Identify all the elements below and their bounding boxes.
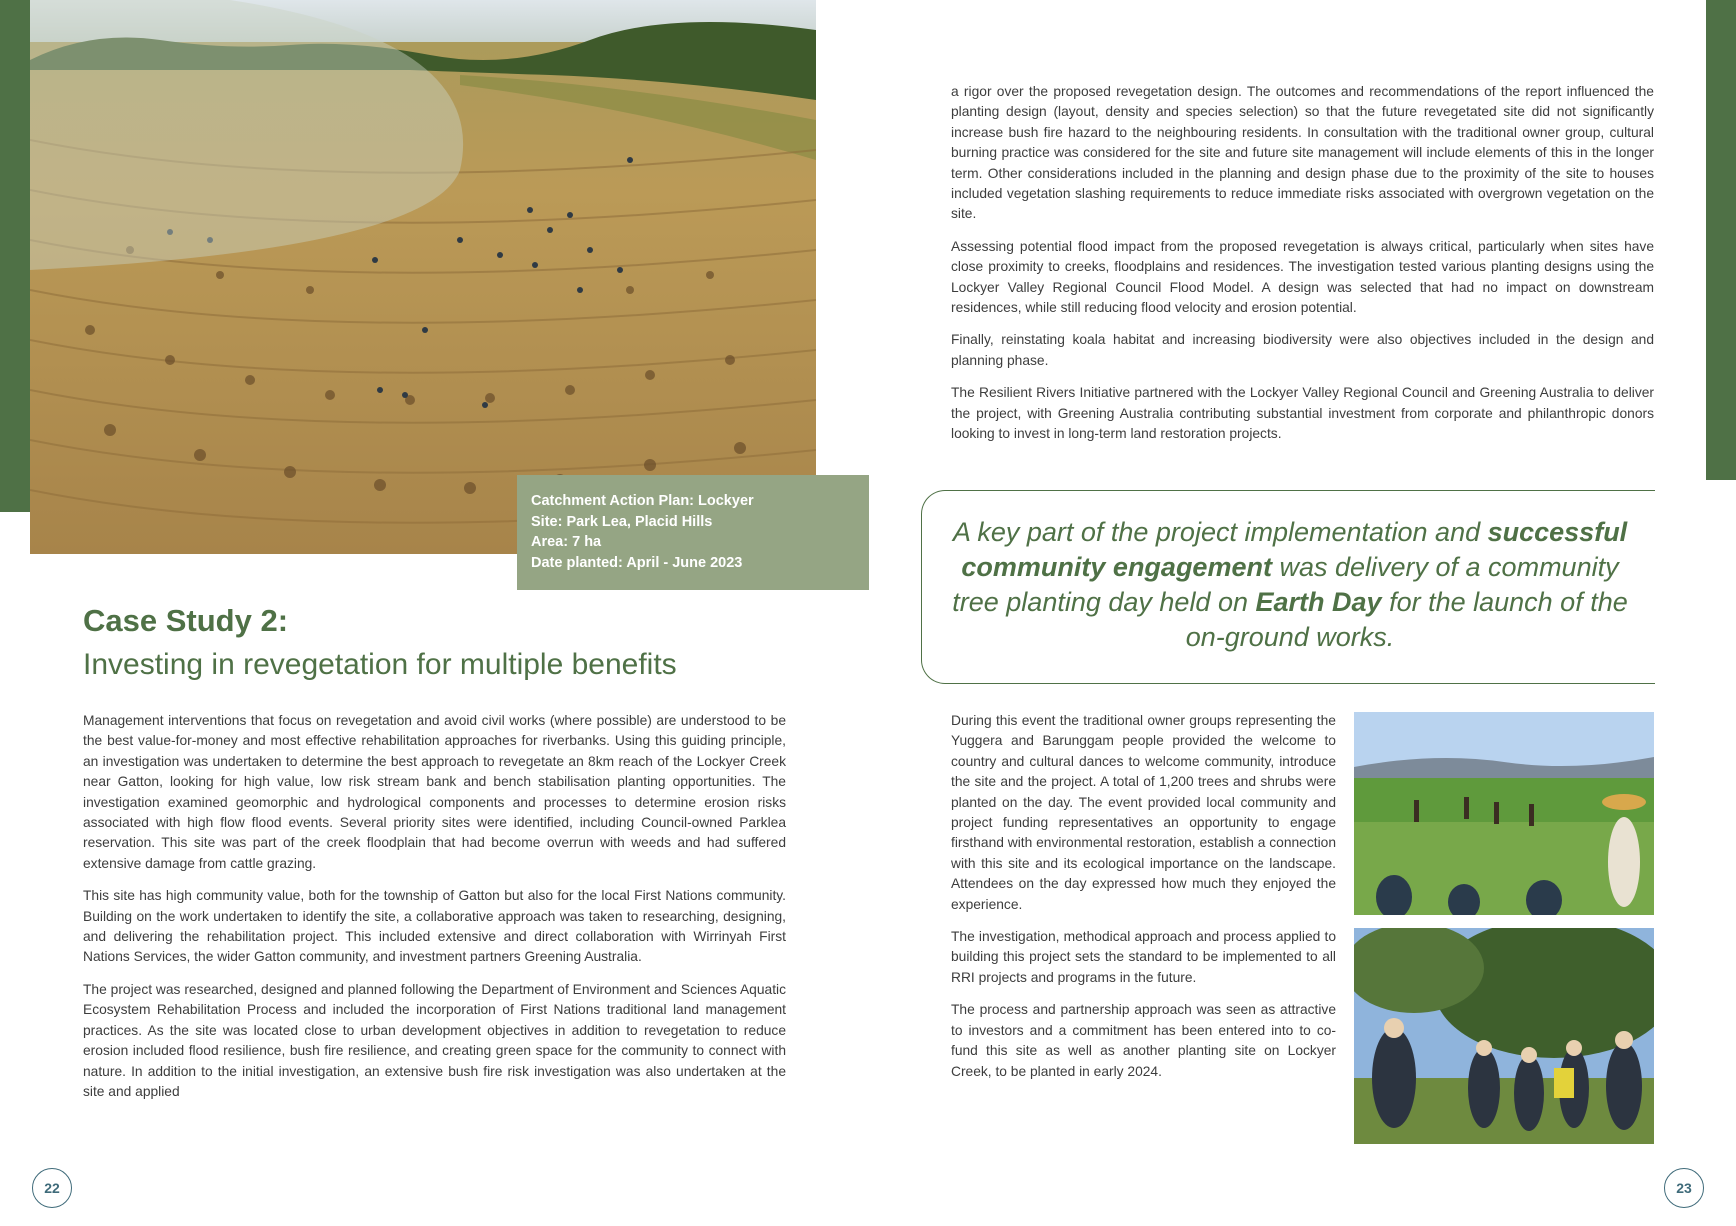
page-number-left: 22 — [32, 1168, 72, 1208]
event-paragraph-2: The investigation, methodical approach and process applied to building this project sets the standard to be implemented to all RRI projects and programs in the future. — [951, 929, 1336, 985]
right-body-column — [951, 82, 1654, 457]
page-number-right: 23 — [1664, 1168, 1704, 1208]
aerial-planting-photo — [30, 0, 816, 554]
quote-part-3: for the launch of the on-ground works. — [1185, 587, 1628, 652]
event-body-column — [951, 711, 1336, 1094]
left-paragraph-2: This site has high community value, both for the township of Gatton but also for the local First Nations community. Building on the work undertaken to identify the site, a collaborative approach was taken to researching, designing, and delivering the rehabilitation project. This included extensive and direct collaboration with Wirrinyah First Nations Services, the wider Gatton community, and investment partners Greening Australia. — [83, 888, 786, 965]
event-paragraph-3: The process and partnership approach was seen as attractive to investors and a commitment has been entered into to co-fund this site as well as another planting site on Lockyer Creek, to be planted in early 2024. — [951, 1002, 1336, 1079]
right-paragraph-4: The Resilient Rivers Initiative partnered with the Lockyer Valley Regional Council and Greening Australia to deliver the project, with Greening Australia contributing substantial investment from corporate and philanthropic donors looking to invest in long-term land restoration projects. — [951, 385, 1654, 442]
case-study-title: Case Study 2: — [83, 603, 289, 638]
caption-date: Date planted: April - June 2023 — [531, 554, 743, 571]
right-paragraph-3: Finally, reinstating koala habitat and increasing biodiversity were also objectives included in the design and planning phase. — [951, 332, 1654, 368]
community-gathering-photo — [1354, 928, 1654, 1144]
right-paragraph-2: Assessing potential flood impact from the proposed revegetation is always critical, particularly when sites have close proximity to creeks, floodplains and residences. The investigation tested various planting designs using the Lockyer Valley Regional Council Flood Model. A design was selected that had no impact on downstream residences, while still reducing flood velocity and erosion potential. — [951, 238, 1654, 316]
event-paragraph-1: During this event the traditional owner groups representing the Yuggera and Barunggam people provided the welcome to country and cultural dances to welcome community, introduce the site and the project. A total of 1,200 trees and shrubs were planted on the day. The event provided local community and project funding representatives an opportunity to engage firsthand with environmental restoration, establish a connection with this site and its ecological importance on the landscape. Attendees on the day expressed how much they enjoyed the experience. — [951, 713, 1336, 912]
case-study-subtitle: Investing in revegetation for multiple benefits — [83, 648, 677, 681]
quote-bold-2: Earth Day — [1255, 587, 1382, 617]
quote-part-2: was delivery of a community tree planting day held on — [952, 552, 1619, 617]
right-paragraph-1: a rigor over the proposed revegetation design. The outcomes and recommendations of the report influenced the planting design (layout, density and species selection) so that the future revegetated site did not significantly increase bush fire hazard to the neighbouring residents. In consultation with the traditional owner group, cultural burning practice was considered for the site and future site management will include elements of this in the longer term. Other considerations included in the planning and design phase due to the proximity of the site to houses included vegetation slashing requirements to reduce immediate risks associated with overgrown vegetation on the site. — [951, 84, 1654, 222]
welcome-ceremony-photo — [1354, 712, 1654, 915]
left-body-column — [83, 711, 786, 1114]
right-accent-bar — [1706, 0, 1736, 480]
left-paragraph-3: The project was researched, designed and planned following the Department of Environment and Sciences Aquatic Ecosystem Rehabilitation Process and included the incorporation of First Nations traditional land management practices. As the site was located close to urban development objectives in addition to revegetation to reduce erosion included flood resilience, bush fire resilience, and creating green space for the community to connect with nature. In addition to the initial investigation, an extensive bush fire risk investigation was also undertaken at the site and applied — [83, 981, 786, 1099]
pull-quote — [940, 515, 1640, 655]
caption-plan: Catchment Action Plan: Lockyer — [531, 493, 754, 509]
caption-site: Site: Park Lea, Placid Hills — [531, 513, 713, 530]
site-info-caption — [517, 475, 869, 590]
left-paragraph-1: Management interventions that focus on revegetation and avoid civil works (where possible) are understood to be the best value-for-money and most effective rehabilitation approaches for riverbanks. Using this guiding principle, an investigation was undertaken to determine the best approach to revegetate an 8km reach of the Lockyer Creek near Gatton, looking for high value, low risk stream bank and bench stabilisation planting opportunities. The investigation examined geomorphic and hydrological components and processes to determine erosion risks associated with high flow flood events. Several priority sites were identified, including Council-owned Parklea reservation. This site was part of the creek floodplain that had become overrun with weeds and had suffered extensive damage from cattle grazing. — [83, 713, 786, 871]
caption-area: Area: 7 ha — [531, 534, 602, 550]
quote-bold-1: successful community engagement — [961, 517, 1628, 582]
left-accent-bar — [0, 0, 30, 512]
quote-part-1: A key part of the project implementation and — [952, 517, 1488, 547]
